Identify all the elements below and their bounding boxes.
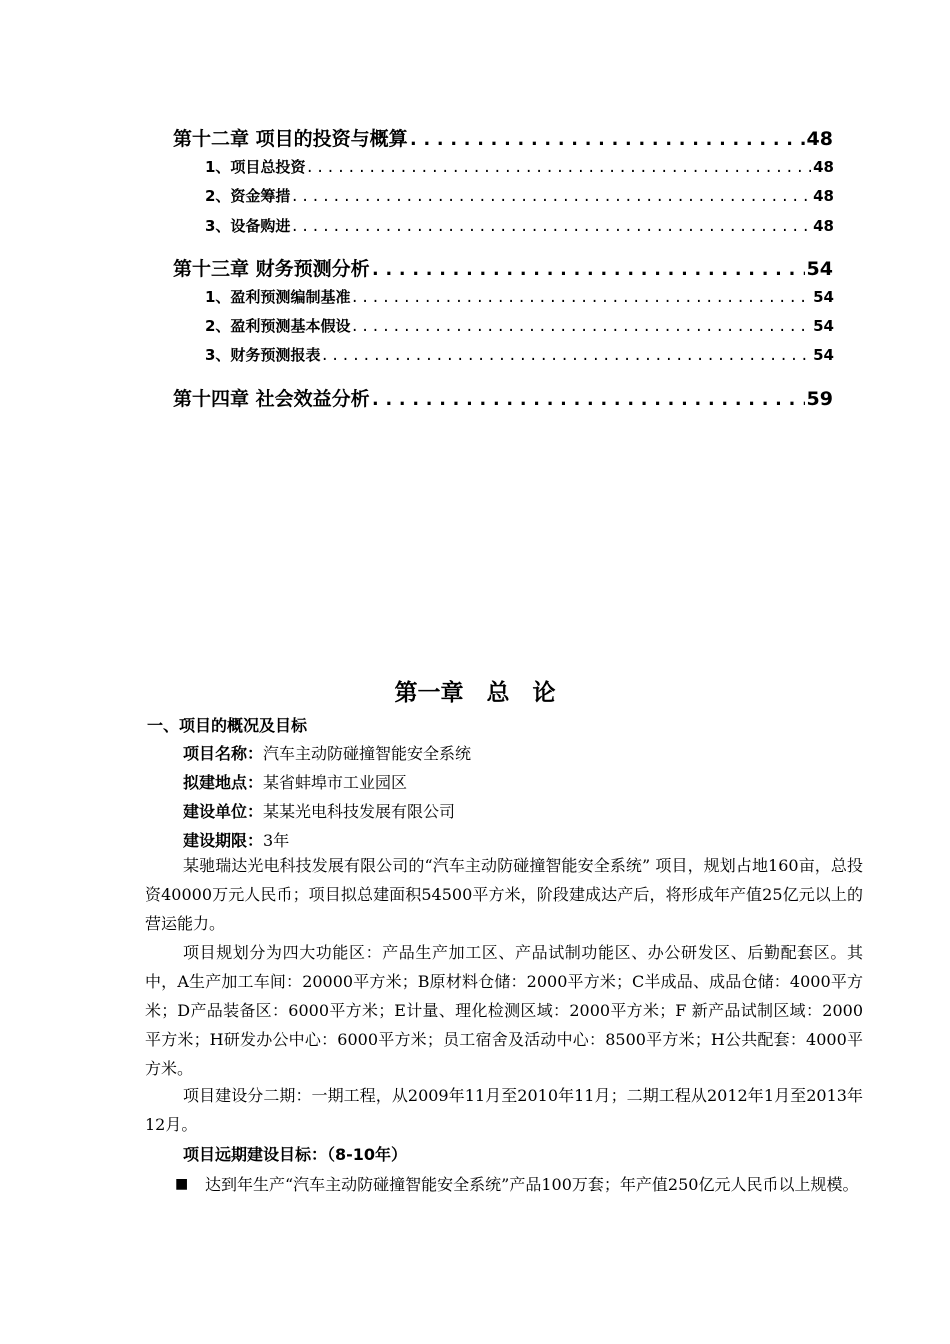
toc-leader-dots: [320, 348, 811, 364]
toc-entry-page: 54: [813, 317, 834, 335]
field-value: 某省蚌埠市工业园区: [263, 773, 408, 792]
paragraph: 项目规划分为四大功能区：产品生产加工区、产品试制功能区、办公研发区、后勤配套区。其中，A生产加工车间：20000平方米；B原材料仓储：2000平方米；C半成品、成品仓储：4000平方米；D产品装备区：6000平方米；E计量、理化检测区域：2000平方米；F 新产品试制区域：2000平方米；H研发办公中心：6000平方米；员工宿舍及活动中心：8500平方米；H公共配套：4000平方米。: [145, 943, 863, 1078]
toc-entry[interactable]: [205, 215, 834, 236]
bullet-item: [175, 1170, 865, 1199]
toc-leader-dots: [290, 189, 811, 205]
toc-leader-dots: [370, 388, 805, 410]
project-period-row: [183, 828, 289, 851]
square-bullet-icon: ■: [175, 1176, 189, 1192]
toc-entry-title: 第十二章 项目的投资与概算: [173, 128, 408, 150]
toc-entry-page: 48: [813, 158, 834, 176]
toc-entry-title: 1、项目总投资: [205, 158, 306, 176]
field-label: 建设期限：: [183, 831, 264, 850]
project-unit-row: [183, 799, 455, 822]
toc-entry-title: 第十四章 社会效益分析: [173, 388, 370, 410]
toc-leader-dots: [305, 160, 811, 176]
toc-entry-page: 48: [806, 128, 833, 150]
toc-entry-page: 59: [806, 388, 833, 410]
toc-leader-dots: [290, 219, 811, 235]
toc-entry[interactable]: [205, 156, 834, 177]
toc-entry-title: 2、资金筹措: [205, 187, 291, 205]
field-label: 项目名称：: [183, 744, 264, 763]
toc-entry[interactable]: [173, 384, 833, 411]
toc-entry-page: 54: [806, 258, 833, 280]
field-label: 拟建地点：: [183, 773, 264, 792]
toc-entry-page: 54: [813, 346, 834, 364]
paragraph: 项目建设分二期：一期工程，从2009年11月至2010年11月；二期工程从2012年1月至2013年12月。: [145, 1086, 863, 1134]
toc-entry-title: 2、盈利预测基本假设: [205, 317, 351, 335]
toc-entry[interactable]: [205, 315, 834, 336]
toc-entry-title: 3、财务预测报表: [205, 346, 321, 364]
toc-entry[interactable]: [205, 344, 834, 365]
toc-entry-page: 54: [813, 288, 834, 306]
toc-leader-dots: [350, 319, 811, 335]
goal-title: 项目远期建设目标：（8-10年）: [183, 1145, 408, 1164]
toc-entry[interactable]: [205, 286, 834, 307]
toc-entry-page: 48: [813, 217, 834, 235]
project-name-row: [183, 741, 471, 764]
toc-entry-title: 第十三章 财务预测分析: [173, 258, 370, 280]
chapter-title: 第一章 总 论: [394, 680, 556, 706]
toc-entry-title: 1、盈利预测编制基准: [205, 288, 351, 306]
field-value: 3年: [263, 831, 290, 850]
field-value: 某某光电科技发展有限公司: [263, 802, 456, 821]
field-value: 汽车主动防碰撞智能安全系统: [263, 744, 472, 763]
bullet-text: 达到年生产“汽车主动防碰撞智能安全系统”产品100万套；年产值250亿元人民币以上规模。: [205, 1175, 859, 1194]
paragraph: 某驰瑞达光电科技发展有限公司的“汽车主动防碰撞智能安全系统” 项目，规划占地160亩，总投资40000万元人民币；项目拟总建面积54500平方米，阶段建成达产后，将形成年产值25亿元以上的营运能力。: [145, 856, 863, 933]
toc-leader-dots: [350, 290, 811, 306]
project-location-row: [183, 770, 407, 793]
toc-entry-title: 3、设备购进: [205, 217, 291, 235]
toc-entry[interactable]: [173, 124, 833, 151]
field-label: 建设单位：: [183, 802, 264, 821]
section-title: 一、项目的概况及目标: [147, 716, 308, 735]
toc-leader-dots: [408, 128, 805, 150]
toc-entry[interactable]: [173, 254, 833, 281]
toc-entry-page: 48: [813, 187, 834, 205]
toc-entry[interactable]: [205, 185, 834, 206]
toc-leader-dots: [370, 258, 805, 280]
